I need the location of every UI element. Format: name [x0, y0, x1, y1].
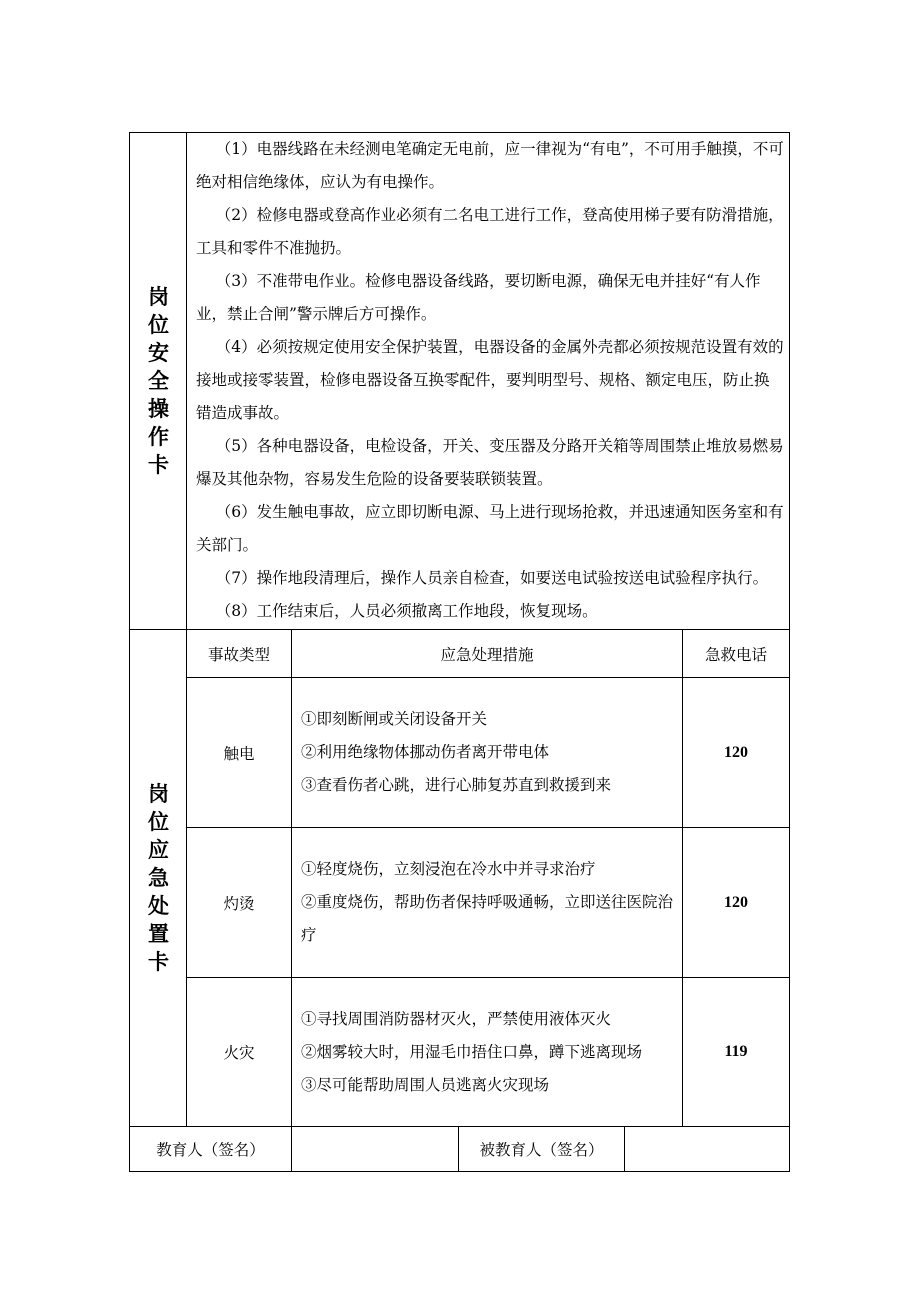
safety-rule: （8）工作结束后，人员必须撤离工作地段，恢复现场。	[215, 602, 598, 620]
safety-rule: （6）发生触电事故，应立即切断电源、马上进行现场抢救，并迅速通知医务室和有关部门。	[196, 503, 784, 554]
educator-signature-label: 教育人（签名）	[156, 1141, 265, 1159]
header-phone: 急救电话	[704, 645, 767, 664]
title-char: 岗	[148, 781, 169, 806]
header-measures: 应急处理措施	[440, 645, 534, 664]
safety-rule: （3）不准带电作业。检修电器设备线路，要切断电源，确保无电并挂好“有人作业，禁止合闸”警示牌后方可操作。	[196, 272, 761, 323]
measure-item: ③尽可能帮助周围人员逃离火灾现场	[301, 1075, 550, 1094]
measures-list	[301, 978, 685, 1126]
divider	[291, 629, 292, 1171]
safety-rule: （7）操作地段清理后，操作人员亲自检查，如要送电试验按送电试验程序执行。	[215, 569, 769, 587]
measures-list	[301, 828, 685, 977]
measure-item: ①轻度烧伤，立刻浸泡在冷水中并寻求治疗	[301, 860, 596, 878]
educatee-signature-label: 被教育人（签名）	[479, 1141, 604, 1159]
measure-item: ③查看伤者心跳，进行心肺复苏直到救援到来	[301, 776, 612, 794]
measure-item: ①即刻断闸或关闭设备开关	[301, 710, 488, 728]
title-char: 处	[148, 893, 169, 918]
safety-rules	[196, 133, 784, 628]
title-char: 岗	[148, 285, 169, 309]
measure-item: ②利用绝缘物体挪动伤者离开带电体	[301, 743, 550, 761]
title-char: 卡	[148, 949, 169, 974]
educatee-signature-field[interactable]	[625, 1127, 789, 1171]
title-char: 急	[148, 865, 169, 890]
accident-type: 触电	[223, 744, 255, 763]
safety-rule: （1）电器线路在未经测电笔确定无电前，应一律视为“有电”，不可用手触摸，不可绝对相信绝缘体，应认为有电操作。	[196, 140, 784, 191]
safety-rule: （5）各种电器设备，电检设备，开关、变压器及分路开关箱等周围禁止堆放易燃易爆及其他杂物，容易发生危险的设备要装联锁装置。	[196, 437, 784, 488]
title-char: 全	[148, 369, 169, 393]
measures-list	[301, 678, 685, 827]
title-char: 位	[148, 809, 169, 834]
accident-type: 火灾	[223, 1044, 255, 1062]
title-char: 安	[148, 341, 169, 365]
title-char: 应	[148, 837, 169, 862]
emergency-phone: 120	[724, 893, 748, 911]
title-char: 作	[148, 425, 169, 449]
safety-rule: （4）必须按规定使用安全保护装置，电器设备的金属外壳都必须按规范设置有效的接地或接零装置，检修电器设备互换零配件，要判明型号、规格、额定电压，防止换错造成事故。	[196, 338, 784, 422]
safety-card-title	[130, 133, 187, 629]
accident-type: 灼烫	[223, 894, 255, 913]
safety-rule: （2）检修电器或登高作业必须有二名电工进行工作，登高使用梯子要有防滑措施，工具和零件不准抛扔。	[196, 206, 784, 257]
measure-item: ①寻找周围消防器材灭火，严禁使用液体灭火	[301, 1009, 612, 1028]
measure-item: ②重度烧伤，帮助伤者保持呼吸通畅，立即送往医院治疗	[301, 893, 674, 944]
educator-signature-field[interactable]	[292, 1127, 458, 1171]
emergency-phone: 120	[724, 743, 748, 761]
title-char: 位	[148, 313, 169, 337]
title-char: 卡	[148, 453, 169, 477]
emergency-phone: 119	[724, 1043, 748, 1060]
title-char: 置	[148, 921, 169, 946]
header-accident-type: 事故类型	[207, 645, 270, 664]
safety-card-table	[129, 132, 790, 1172]
title-char: 操	[148, 397, 169, 421]
emergency-card-title	[130, 629, 187, 1126]
measure-item: ②烟雾较大时，用湿毛巾捂住口鼻，蹲下逃离现场	[301, 1042, 643, 1061]
